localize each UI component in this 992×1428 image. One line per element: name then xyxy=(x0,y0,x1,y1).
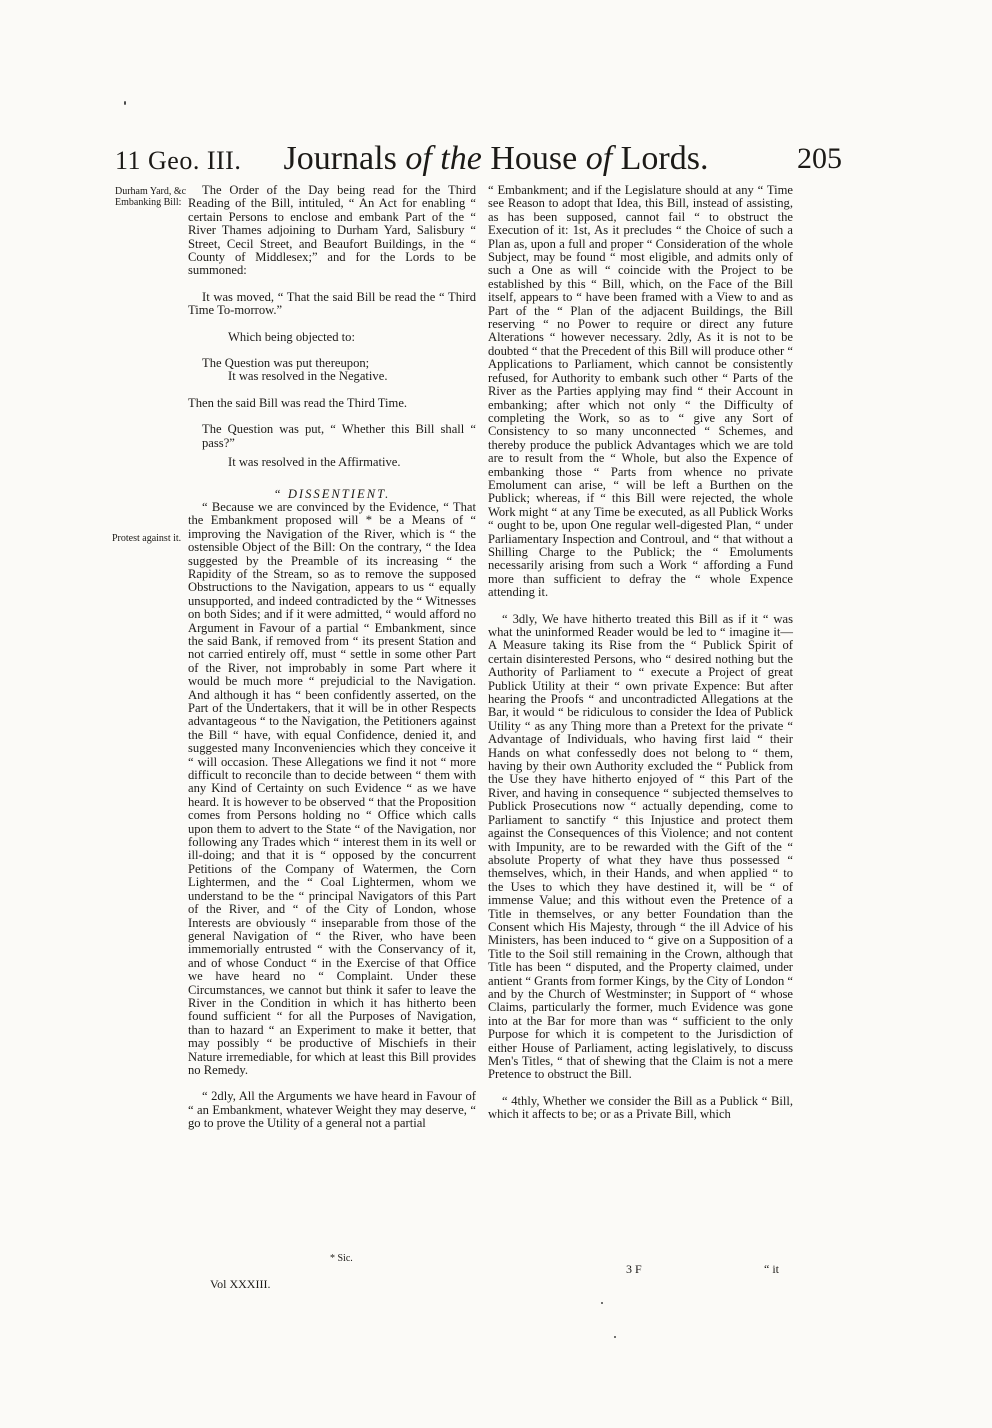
volume-label: Vol XXXIII. xyxy=(210,1277,271,1291)
objection-line: Which being objected to: xyxy=(228,329,355,344)
question-line: The Question was put thereupon; xyxy=(202,356,370,371)
right-column xyxy=(488,184,793,1122)
affirmative-line: It was resolved in the Affirmative. xyxy=(228,455,401,470)
dissentient-heading: “ DISSENTIENT. xyxy=(273,486,391,501)
margin-note-bill: Durham Yard, &c Embanking Bill: xyxy=(115,186,187,208)
regnal-year: 11 Geo. III. xyxy=(115,146,242,175)
journal-title: Journals of the House of Lords. xyxy=(283,140,709,177)
fourth-reason-start: “ 4thly, Whether we consider the Bill as a Publick “ Bill, which it affects to be; or as a Private Bill, which xyxy=(488,1093,793,1122)
page-number: 205 xyxy=(797,142,842,175)
footnote-mark: * Sic. xyxy=(330,1253,353,1264)
motion-paragraph: It was moved, “ That the said Bill be read the “ Third Time To-morrow.” xyxy=(188,289,476,318)
third-reading-line: Then the said Bill was read the Third Time. xyxy=(188,395,408,410)
paper-speck xyxy=(601,1302,603,1304)
third-reason-paragraph: “ 3dly, We have hitherto treated this Bill as if it “ was what the uninformed Reader would be led to “ imagine it—A Measure taking its Rise from the “ Publick Spirit of certain disinterested Persons, who “ desired nothing but the Authority of Parliament to “ execute a Project of great Publick Utility at their “ own private Expence: But after hearing the Proofs “ and uncontradicted Allegations at the Bar, it would “ be ridiculous to consider the Idea of Publick Utility “ as any Thing more than a Pretext for the private “ Advantage of Individuals, who having first laid “ their Hands on what confessedly does not belong to “ them, having by their own Authority excluded the “ Publick from the Use they have hitherto enjoyed of “ this Part of the River, and having in consequence “ subjected themselves to Publick Prosecutions now “ actually depending, come to Parliament to sanctify “ this Injustice and protect them against the Consequences of this Violence; and not content with Impunity, are to be rewarded with the Gift of the “ absolute Property of what they have thus possessed “ themselves, which, in their Hands, and when applied “ to the Uses to which they have destined it, will be “ of immense Value; and this without even the Pretence of a Title in themselves, or any better Foundation than the Consent which His Majesty, through “ the ill Advice of his Ministers, has been induced to “ give on a Supposition of a Title to the Soil still remaining in the Crown, although that Title has been “ disputed, and the Property claimed, under antient “ Grants from former Kings, by the City of London “ and by the Church of Westminster; in Support of “ whose Claims, particularly the former, much Evidence was gone into at the Bar for more than was “ sufficient to the only Purpose for which it is competent to the Jurisdiction of either House of Parliament, acting legislatively, to discuss Men's Titles, “ that of shewing that the Claim is not a mere Pretence to obstruct the Bill. xyxy=(488,611,793,1082)
embankment-paragraph: “ Embankment; and if the Legislature should at any “ Time see Reason to adopt that Idea, this Bill, instead of assisting, as has been supposed, cannot fail “ to obstruct the Execution of it: 1st, As it precludes “ the Choice of such a Plan as, upon a full and proper “ Consideration of the whole Subject, may be found “ most eligible, and admits only of such a One as will “ coincide with the Project to be established by this “ Bill, which, on the Face of the Bill itself, appears to “ have been framed with a View to and as Part of the “ Plan of the adjacent Buildings, the Bill reserving “ no Power to require or direct any future Alterations “ however necessary. 2dly, As it is not to be doubted “ that the Precedent of this Bill will produce other “ Applications to Parliament, which cannot be consistently refused, for Authority to embank such other “ Parts of the River as the Parties applying may find “ their Account in embanking; after which not only “ the Difficulty of completing the Work, so as to “ give any Sort of Consistency to so many unconnected “ Schemes, and thereby produce the publick Advantages which we are told are to result from the “ Whole, but also the Expence of embanking those “ Parts from whence no private Emolument can arise, “ will be left a Burthen on the Publick; whereas, if “ this Bill were rejected, the whole Work might “ at any Time be executed, as all Publick Works “ ought to be, upon One regular well-digested Plan, “ under Parliamentary Inspection and Controul, and “ that without a Shilling Charge to the Publick; the “ Emoluments necessarily arising from such a Work “ affording a Fund more than sufficient to defray the “ whole Expence attending it. xyxy=(488,183,793,600)
signature-mark: 3 F xyxy=(626,1262,642,1276)
protest-first-reason: “ Because we are convinced by the Evidence, “ That the Embankment proposed will * be a Means of “ improving the Navigation of the River, which is “ the ostensible Object of the Bill: On the contrary, “ the Idea suggested by the Preamble of its increasing “ the Rapidity of the Stream, so as to remove the supposed Obstructions to the Navigation, appears to us “ equally unsupported, and indeed contradicted by the “ Witnesses on both Sides; and if it were admitted, “ would afford no Argument in Favour of a partial “ Embankment, since the said Bank, if removed from “ its present Station and not carried entirely off, must “ settle in some other Part of the River, not improbably in some Part where it would be much more “ prejudicial to the Navigation. And although it has “ been confidently asserted, on the Part of the Undertakers, that it will be in other Respects advantageous “ to the Navigation, the Petitioners against the Bill “ have, with equal Confidence, denied it, and suggested many Inconveniencies which they conceive it “ will occasion. These Allegations we find it not “ more difficult to reconcile than to decide between “ them with any Kind of Certainty on such Evidence “ as we have heard. It is however to be observed “ that the Proposition comes from Persons holding no “ Office which calls upon them to advert to the State “ of the Navigation, nor following any Trades which “ interest them in its well or ill-doing; and that it is “ opposed by the concurrent Petitions of the Company of Watermen, the Corn Lightermen, and the “ Coal Lightermen, whom we understand to be the “ principal Navigators of this Part of the River, and “ of the City of London, whose Interests are obviously “ inseparable from those of the general Navigation of “ the River, who have been immemorially entrusted “ with the Conservancy of it, and of whose Conduct “ in the Exercise of that Office we have heard no “ Complaint. Under these Circumstances, we cannot but think it safer to leave the River in the Condition in which it has hitherto been found sufficient “ for all the Purposes of Navigation, than to hazard “ an Experiment to make it better, that may possibly “ be productive of Mischiefs in their Nature irremediable, for which at least this Bill provides no Remedy. xyxy=(188,499,476,1077)
pass-question-line: The Question was put, “ Whether this Bill shall “ pass?” xyxy=(202,422,476,450)
order-of-day-paragraph: The Order of the Day being read for the Third Reading of the Bill, intituled, “ An Act for enabling “ certain Persons to enclose and embank Part of the “ River Thames adjoining to Durham Yard, Salisbury “ Street, Cecil Street, and Beaufort Buildings, in the “ County of Middlesex;” and for the Lords to be summoned: xyxy=(188,183,476,278)
left-column xyxy=(188,184,476,1131)
margin-note-protest: Protest against it. xyxy=(112,533,182,544)
negative-line: It was resolved in the Negative. xyxy=(228,369,388,384)
paper-speck xyxy=(614,1336,616,1338)
paper-speck xyxy=(124,101,126,105)
catchword: “ it xyxy=(764,1262,779,1276)
protest-second-reason-start: “ 2dly, All the Arguments we have heard in Favour of “ an Embankment, whatever Weight they may deserve, “ go to prove the Utility of a general not a partial xyxy=(188,1089,476,1131)
